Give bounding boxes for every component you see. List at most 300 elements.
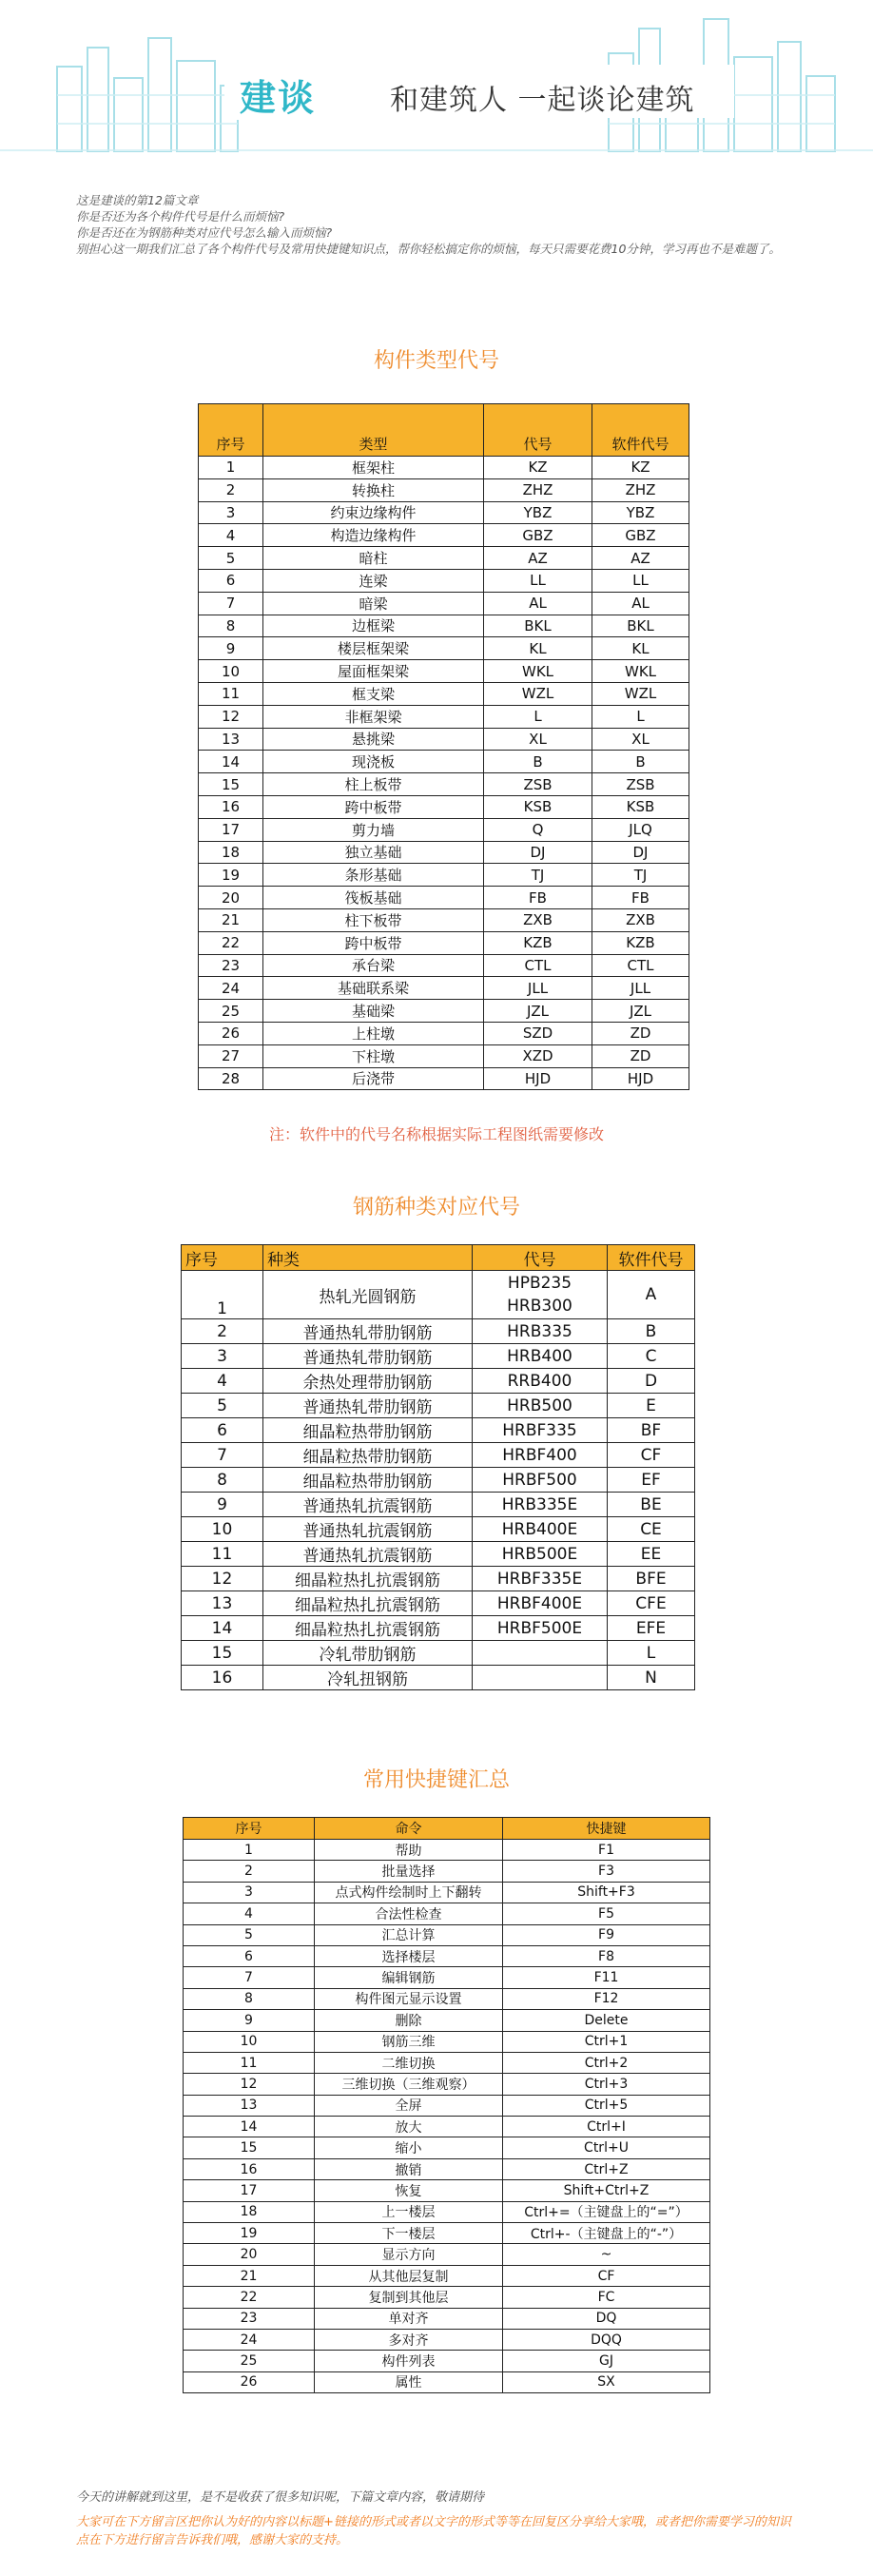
component-type: 跨中板带	[263, 931, 484, 954]
row-number: 13	[182, 1591, 263, 1616]
table-row	[184, 1988, 710, 2009]
table-row	[182, 1468, 695, 1493]
row-number: 23	[199, 954, 263, 977]
component-type: 筏板基础	[263, 887, 484, 909]
rebar-type: 细晶粒热扎抗震钢筋	[263, 1591, 473, 1616]
software-code: ZSB	[592, 773, 689, 796]
column-header: 序号	[199, 404, 263, 457]
component-type: 暗梁	[263, 592, 484, 615]
component-code: JZL	[484, 1000, 592, 1023]
table-row	[184, 2074, 710, 2095]
rebar-code-a: HPB235	[507, 1274, 572, 1293]
software-code: BE	[608, 1493, 695, 1517]
table-row	[184, 1945, 710, 1966]
shortcut-key: Ctrl+=（主键盘上的“=”）	[503, 2201, 710, 2222]
table-row	[184, 2031, 710, 2052]
component-code: FB	[484, 887, 592, 909]
command-name: 合法性检查	[315, 1903, 503, 1924]
command-name: 上一楼层	[315, 2201, 503, 2222]
rebar-type: 细晶粒热带肋钢筋	[263, 1468, 473, 1493]
shortcut-key: F5	[503, 1903, 710, 1924]
row-number: 15	[182, 1641, 263, 1666]
row-number: 12	[182, 1567, 263, 1591]
component-type: 连梁	[263, 569, 484, 592]
shortcut-key: F12	[503, 1988, 710, 2009]
table-row	[199, 818, 689, 841]
software-code: XL	[592, 728, 689, 751]
software-code: LL	[592, 569, 689, 592]
row-number: 11	[199, 682, 263, 705]
software-code: ZD	[592, 1022, 689, 1044]
row-number: 17	[184, 2180, 315, 2201]
row-number: 20	[199, 887, 263, 909]
row-number: 11	[182, 1542, 263, 1567]
row-number: 10	[182, 1517, 263, 1542]
row-number: 2	[184, 1861, 315, 1882]
command-name: 从其他层复制	[315, 2265, 503, 2286]
table-row	[184, 2095, 710, 2116]
row-number: 11	[184, 2052, 315, 2073]
shortcut-key: Ctrl+1	[503, 2031, 710, 2052]
software-code: KZB	[592, 931, 689, 954]
table-header-row	[182, 1245, 695, 1271]
table-header-row	[184, 1818, 710, 1840]
table-row	[184, 1967, 710, 1988]
software-code: A	[608, 1271, 695, 1319]
component-type: 边框梁	[263, 615, 484, 637]
software-code: N	[608, 1666, 695, 1690]
shortcut-key: GJ	[503, 2351, 710, 2371]
table-row	[184, 2180, 710, 2201]
table-row	[199, 637, 689, 660]
column-header: 类型	[263, 404, 484, 457]
component-code: DJ	[484, 841, 592, 864]
table-row	[199, 728, 689, 751]
table-row	[184, 2329, 710, 2350]
table-row	[199, 478, 689, 501]
table-row	[184, 2010, 710, 2031]
software-code: KSB	[592, 795, 689, 818]
component-type: 悬挑梁	[263, 728, 484, 751]
row-number: 4	[184, 1903, 315, 1924]
rebar-type: 热轧光圆钢筋	[263, 1271, 473, 1319]
table-row	[199, 457, 689, 479]
rebar-code: HRB500	[473, 1394, 608, 1418]
software-code: FB	[592, 887, 689, 909]
table-row	[182, 1418, 695, 1443]
row-number: 8	[199, 615, 263, 637]
table-header-row	[199, 404, 689, 457]
row-number: 24	[199, 977, 263, 1000]
row-number: 6	[184, 1945, 315, 1966]
component-code: TJ	[484, 864, 592, 887]
row-number: 9	[182, 1493, 263, 1517]
component-type: 基础联系梁	[263, 977, 484, 1000]
component-code: KZB	[484, 931, 592, 954]
software-code: EE	[608, 1542, 695, 1567]
table-row	[199, 841, 689, 864]
component-code: WKL	[484, 660, 592, 683]
component-type: 跨中板带	[263, 795, 484, 818]
software-code: KZ	[592, 457, 689, 479]
table-row	[182, 1394, 695, 1418]
closing-text: 今天的讲解就到这里，是不是收获了很多知识呢，下篇文章内容，敬请期待	[76, 2490, 485, 2505]
row-number: 7	[184, 1967, 315, 1988]
component-code: KSB	[484, 795, 592, 818]
shortcut-key: Ctrl+5	[503, 2095, 710, 2116]
table-row	[184, 2117, 710, 2137]
shortcut-key: Ctrl+I	[503, 2117, 710, 2137]
row-number: 16	[182, 1666, 263, 1690]
command-name: 撤销	[315, 2158, 503, 2179]
table-row	[199, 1022, 689, 1044]
column-header: 种类	[263, 1245, 473, 1271]
shortcut-key: Ctrl+U	[503, 2137, 710, 2158]
command-name: 缩小	[315, 2137, 503, 2158]
table-row	[182, 1493, 695, 1517]
component-code: HJD	[484, 1067, 592, 1090]
component-type: 框支梁	[263, 682, 484, 705]
command-name: 复制到其他层	[315, 2287, 503, 2308]
intro-line: 你是否还在为钢筋种类对应代号怎么输入而烦恼?	[76, 225, 333, 240]
rebar-code	[473, 1641, 608, 1666]
row-number: 7	[199, 592, 263, 615]
rebar-code: HRBF400	[473, 1443, 608, 1468]
table-row	[184, 2052, 710, 2073]
table-row	[199, 1067, 689, 1090]
software-code: CTL	[592, 954, 689, 977]
command-name: 批量选择	[315, 1861, 503, 1882]
component-type: 暗柱	[263, 547, 484, 570]
table-row	[184, 2244, 710, 2265]
rebar-code: HRB335	[473, 1319, 608, 1344]
software-code: AZ	[592, 547, 689, 570]
shortcut-key: CF	[503, 2265, 710, 2286]
component-type: 现浇板	[263, 751, 484, 773]
table-row	[199, 1000, 689, 1023]
software-code: BF	[608, 1418, 695, 1443]
column-header: 代号	[473, 1245, 608, 1271]
table-row	[199, 705, 689, 728]
component-type: 剪力墙	[263, 818, 484, 841]
call-to-action-text: 大家可在下方留言区把你认为好的内容以标题+链接的形式或者以文字的形式等等在回复区分享给大家哦，或者把你需要学习的知识点在下方进行留言告诉我们哦，感谢大家的支持。	[76, 2515, 791, 2547]
table-row	[184, 1903, 710, 1924]
row-number: 22	[184, 2287, 315, 2308]
header-banner	[0, 0, 873, 152]
component-code: ZSB	[484, 773, 592, 796]
row-number: 10	[184, 2031, 315, 2052]
table-row	[182, 1616, 695, 1641]
software-code: CE	[608, 1517, 695, 1542]
component-code: WZL	[484, 682, 592, 705]
table-row	[199, 524, 689, 547]
software-code: TJ	[592, 864, 689, 887]
software-code: L	[592, 705, 689, 728]
row-number: 14	[199, 751, 263, 773]
row-number: 1	[182, 1271, 263, 1319]
row-number: 5	[182, 1394, 263, 1418]
software-code: E	[608, 1394, 695, 1418]
command-name: 全屏	[315, 2095, 503, 2116]
table-row	[182, 1369, 695, 1394]
component-type: 独立基础	[263, 841, 484, 864]
component-code: AL	[484, 592, 592, 615]
column-header: 序号	[182, 1245, 263, 1271]
table-row	[184, 2351, 710, 2371]
table-row	[199, 977, 689, 1000]
shortcut-key: F9	[503, 1924, 710, 1945]
shortcut-key: DQ	[503, 2308, 710, 2329]
rebar-code: HRBF400E	[473, 1591, 608, 1616]
component-code: ZXB	[484, 908, 592, 931]
rebar-type: 细晶粒热扎抗震钢筋	[263, 1567, 473, 1591]
row-number: 4	[199, 524, 263, 547]
component-code: ZHZ	[484, 478, 592, 501]
component-code: KL	[484, 637, 592, 660]
rebar-code-b: HRB300	[507, 1297, 572, 1316]
row-number: 3	[182, 1344, 263, 1369]
table-row	[199, 682, 689, 705]
rebar-type: 普通热轧抗震钢筋	[263, 1493, 473, 1517]
row-number: 25	[199, 1000, 263, 1023]
row-number: 26	[199, 1022, 263, 1044]
row-number: 9	[184, 2010, 315, 2031]
table-row	[184, 2265, 710, 2286]
rebar-type: 冷轧带肋钢筋	[263, 1641, 473, 1666]
row-number: 13	[184, 2095, 315, 2116]
table-row	[184, 1861, 710, 1882]
command-name: 点式构件绘制时上下翻转	[315, 1882, 503, 1903]
component-code: JLL	[484, 977, 592, 1000]
table-row	[182, 1666, 695, 1690]
row-number: 10	[199, 660, 263, 683]
component-code: SZD	[484, 1022, 592, 1044]
row-number: 21	[199, 908, 263, 931]
software-code: EFE	[608, 1616, 695, 1641]
table-row	[184, 2287, 710, 2308]
shortcut-key: Shift+F3	[503, 1882, 710, 1903]
command-name: 选择楼层	[315, 1945, 503, 1966]
table-row	[184, 1924, 710, 1945]
row-number: 6	[199, 569, 263, 592]
shortcut-key: DQQ	[503, 2329, 710, 2350]
row-number: 9	[199, 637, 263, 660]
table-row	[184, 2158, 710, 2179]
software-code: WZL	[592, 682, 689, 705]
software-code: B	[608, 1319, 695, 1344]
table-row	[184, 2201, 710, 2222]
row-number: 16	[199, 795, 263, 818]
command-name: 属性	[315, 2371, 503, 2392]
component-code: LL	[484, 569, 592, 592]
software-code: L	[608, 1641, 695, 1666]
table-row	[184, 2223, 710, 2244]
row-number: 3	[199, 501, 263, 524]
component-code-table	[198, 403, 689, 1090]
table-row	[199, 660, 689, 683]
row-number: 1	[199, 457, 263, 479]
row-number: 6	[182, 1418, 263, 1443]
software-code: HJD	[592, 1067, 689, 1090]
command-name: 单对齐	[315, 2308, 503, 2329]
row-number: 28	[199, 1067, 263, 1090]
shortcut-key: F11	[503, 1967, 710, 1988]
software-code: ZHZ	[592, 478, 689, 501]
software-code: BFE	[608, 1567, 695, 1591]
software-code: JLQ	[592, 818, 689, 841]
command-name: 汇总计算	[315, 1924, 503, 1945]
software-code: YBZ	[592, 501, 689, 524]
table-row	[199, 795, 689, 818]
command-name: 下一楼层	[315, 2223, 503, 2244]
row-number: 12	[184, 2074, 315, 2095]
rebar-type: 冷轧扭钢筋	[263, 1666, 473, 1690]
row-number: 5	[184, 1924, 315, 1945]
software-code: B	[592, 751, 689, 773]
component-code: BKL	[484, 615, 592, 637]
component-code: XL	[484, 728, 592, 751]
shortcut-key: Delete	[503, 2010, 710, 2031]
intro-line: 你是否还为各个构件代号是什么而烦恼?	[76, 209, 285, 224]
command-name: 钢筋三维	[315, 2031, 503, 2052]
component-code: GBZ	[484, 524, 592, 547]
component-type: 转换柱	[263, 478, 484, 501]
intro-line: 这是建谈的第12篇文章	[76, 193, 199, 207]
software-code: D	[608, 1369, 695, 1394]
rebar-type: 余热处理带肋钢筋	[263, 1369, 473, 1394]
row-number: 18	[199, 841, 263, 864]
component-code: L	[484, 705, 592, 728]
component-type: 屋面框架梁	[263, 660, 484, 683]
row-number: 21	[184, 2265, 315, 2286]
rebar-type: 普通热轧抗震钢筋	[263, 1517, 473, 1542]
rebar-code-table	[181, 1244, 695, 1690]
command-name: 三维切换（三维观察）	[315, 2074, 503, 2095]
column-header: 代号	[484, 404, 592, 457]
table-row	[199, 954, 689, 977]
shortcut-table	[183, 1817, 710, 2393]
row-number: 8	[182, 1468, 263, 1493]
component-type: 构造边缘构件	[263, 524, 484, 547]
software-code: CFE	[608, 1591, 695, 1616]
software-code: JLL	[592, 977, 689, 1000]
component-code: CTL	[484, 954, 592, 977]
component-type: 后浇带	[263, 1067, 484, 1090]
table-row	[182, 1641, 695, 1666]
software-code: AL	[592, 592, 689, 615]
shortcut-key: Ctrl+Z	[503, 2158, 710, 2179]
rebar-code: HRB400E	[473, 1517, 608, 1542]
row-number: 5	[199, 547, 263, 570]
component-type: 下柱墩	[263, 1044, 484, 1067]
row-number: 3	[184, 1882, 315, 1903]
rebar-code: HRBF500E	[473, 1616, 608, 1641]
table-row	[184, 2371, 710, 2392]
table-row	[182, 1542, 695, 1567]
row-number: 27	[199, 1044, 263, 1067]
component-type: 承台梁	[263, 954, 484, 977]
command-name: 多对齐	[315, 2329, 503, 2350]
command-name: 放大	[315, 2117, 503, 2137]
rebar-type: 细晶粒热扎抗震钢筋	[263, 1616, 473, 1641]
command-name: 恢复	[315, 2180, 503, 2201]
component-code: B	[484, 751, 592, 773]
row-number: 2	[199, 478, 263, 501]
software-code: GBZ	[592, 524, 689, 547]
component-code: KZ	[484, 457, 592, 479]
column-header: 软件代号	[592, 404, 689, 457]
software-code: EF	[608, 1468, 695, 1493]
brand-logo: 建谈	[240, 77, 317, 119]
table-note: 注：软件中的代号名称根据实际工程图纸需要修改	[268, 1125, 604, 1143]
table-row	[184, 2137, 710, 2158]
row-number: 4	[182, 1369, 263, 1394]
row-number: 1	[184, 1840, 315, 1861]
rebar-type: 细晶粒热带肋钢筋	[263, 1418, 473, 1443]
table-row	[199, 751, 689, 773]
table-row	[184, 1840, 710, 1861]
component-type: 柱上板带	[263, 773, 484, 796]
software-code: DJ	[592, 841, 689, 864]
software-code: CF	[608, 1443, 695, 1468]
rebar-type: 普通热轧带肋钢筋	[263, 1394, 473, 1418]
shortcut-key: SX	[503, 2371, 710, 2392]
component-type: 上柱墩	[263, 1022, 484, 1044]
column-header: 快捷键	[503, 1818, 710, 1840]
table-row	[199, 908, 689, 931]
table-row	[182, 1271, 695, 1319]
command-name: 构件列表	[315, 2351, 503, 2371]
row-number: 15	[184, 2137, 315, 2158]
row-number: 15	[199, 773, 263, 796]
command-name: 构件图元显示设置	[315, 1988, 503, 2009]
intro-line: 别担心这一期我们汇总了各个构件代号及常用快捷键知识点，帮你轻松搞定你的烦恼，每天只需要花费10分钟，学习再也不是难题了。	[76, 242, 781, 256]
row-number: 19	[199, 864, 263, 887]
row-number: 14	[182, 1616, 263, 1641]
table-row	[184, 1882, 710, 1903]
table-row	[182, 1443, 695, 1468]
rebar-code: HRBF335	[473, 1418, 608, 1443]
table-row	[199, 773, 689, 796]
row-number: 18	[184, 2201, 315, 2222]
software-code: ZXB	[592, 908, 689, 931]
table-row	[182, 1567, 695, 1591]
shortcut-key: F3	[503, 1861, 710, 1882]
row-number: 17	[199, 818, 263, 841]
column-header: 软件代号	[608, 1245, 695, 1271]
column-header: 序号	[184, 1818, 315, 1840]
table-row	[182, 1319, 695, 1344]
shortcut-key: F1	[503, 1840, 710, 1861]
command-name: 删除	[315, 2010, 503, 2031]
table-row	[199, 887, 689, 909]
shortcut-key: Ctrl+-（主键盘上的“-”）	[503, 2223, 710, 2244]
table-row	[182, 1517, 695, 1542]
rebar-code: HRB335E	[473, 1493, 608, 1517]
shortcut-key: Shift+Ctrl+Z	[503, 2180, 710, 2201]
component-code: YBZ	[484, 501, 592, 524]
rebar-code: HRB500E	[473, 1542, 608, 1567]
table-row	[199, 1044, 689, 1067]
component-code: XZD	[484, 1044, 592, 1067]
software-code: C	[608, 1344, 695, 1369]
row-number: 7	[182, 1443, 263, 1468]
rebar-code	[473, 1666, 608, 1690]
component-type: 柱下板带	[263, 908, 484, 931]
rebar-type: 普通热轧抗震钢筋	[263, 1542, 473, 1567]
row-number: 25	[184, 2351, 315, 2371]
component-type: 楼层框架梁	[263, 637, 484, 660]
